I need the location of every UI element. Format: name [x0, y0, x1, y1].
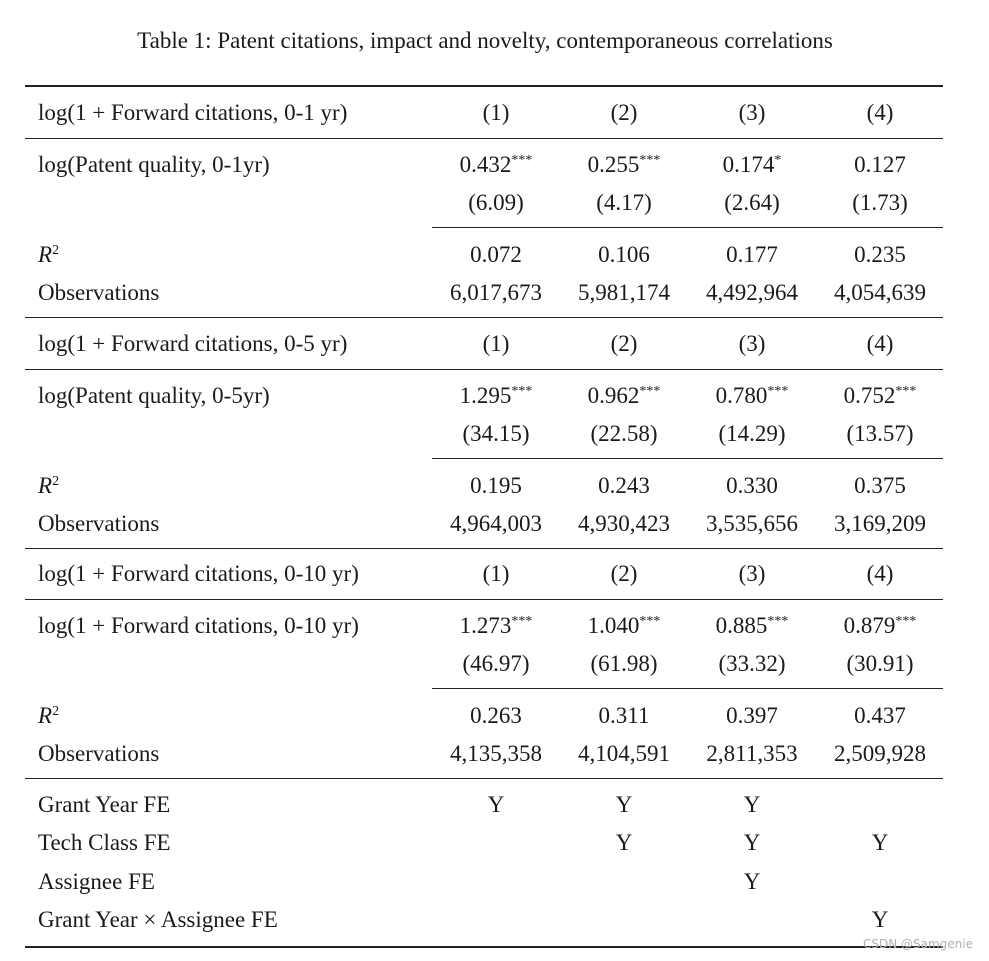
t-statistic: (2.64) [724, 190, 780, 215]
coef-number: 1.273 [459, 613, 512, 638]
r-squared-exponent: 2 [52, 704, 60, 719]
observations-value: 4,492,964 [706, 280, 798, 305]
coef-number: 0.174 [722, 152, 775, 177]
observations-value: 4,104,591 [578, 741, 670, 766]
fixed-effect-mark: Y [615, 830, 633, 855]
fixed-effect-label: Tech Class FE [38, 830, 171, 855]
fixed-effect-mark: Y [615, 791, 633, 817]
column-number: (1) [482, 100, 510, 125]
bottom-rule [25, 946, 943, 948]
r-squared-value: 0.330 [726, 472, 778, 498]
coefficient-value [687, 377, 817, 415]
significance-stars: *** [639, 383, 661, 399]
rule-line [25, 138, 943, 139]
coefficient-value [431, 377, 561, 415]
significance-stars: *** [895, 614, 917, 629]
column-number: (4) [866, 100, 894, 125]
t-stat-row [25, 645, 943, 683]
r-squared-symbol: R [38, 472, 53, 498]
t-statistic: (22.58) [590, 420, 658, 446]
r-squared-value: 0.106 [598, 242, 650, 267]
panel-header-row [25, 325, 943, 363]
coefficient-value [431, 146, 561, 184]
observations-value: 4,135,358 [450, 741, 542, 766]
panel-header-label: log(1 + Forward citations, 0-1 yr) [38, 100, 348, 125]
fixed-effect-mark: Y [871, 907, 889, 932]
fixed-effect-row [25, 863, 943, 901]
rule-line [25, 369, 943, 370]
fixed-effect-label: Grant Year × Assignee FE [38, 907, 278, 932]
column-number: (2) [610, 561, 638, 586]
fixed-effect-mark: Y [487, 791, 505, 817]
r-squared-value: 0.263 [470, 703, 522, 728]
r-squared-exponent: 2 [52, 243, 60, 258]
panel-header-label: log(1 + Forward citations, 0-5 yr) [38, 330, 348, 356]
coef-number: 0.752 [843, 382, 896, 408]
panel-header-row [25, 555, 943, 593]
r-squared-value: 0.397 [726, 703, 778, 728]
coefficient-value [687, 607, 817, 645]
column-number: (3) [738, 100, 766, 125]
coef-number: 0.780 [715, 382, 768, 408]
column-number: (1) [482, 330, 510, 356]
fixed-effect-row [25, 786, 943, 824]
observations-value: 4,964,003 [450, 510, 542, 536]
r-squared-label [38, 467, 59, 505]
coefficient-value [559, 377, 689, 415]
rule-line [432, 688, 943, 689]
watermark: CSDN @Samgenie [862, 937, 973, 951]
significance-stars: *** [639, 153, 661, 168]
r-squared-row [25, 236, 943, 274]
t-statistic: (1.73) [852, 190, 908, 215]
t-statistic: (34.15) [462, 420, 530, 446]
observations-value: 2,509,928 [834, 741, 926, 766]
t-statistic: (33.32) [718, 651, 786, 676]
coefficient-row [25, 377, 943, 415]
top-rule [25, 85, 943, 87]
column-number: (4) [866, 330, 894, 356]
observations-row [25, 274, 943, 312]
observations-row [25, 505, 943, 543]
regressor-label: log(Patent quality, 0-1yr) [38, 152, 270, 177]
coef-number: 0.885 [715, 613, 768, 638]
panel-header-label: log(1 + Forward citations, 0-10 yr) [38, 561, 359, 586]
rule-line [25, 599, 943, 600]
table-caption: Table 1: Patent citations, impact and novelty, contemporaneous correlations [137, 28, 833, 53]
observations-label: Observations [38, 741, 160, 766]
fixed-effect-row [25, 901, 943, 939]
coefficient-value [815, 607, 945, 645]
r-squared-value: 0.177 [726, 242, 778, 267]
observations-row [25, 735, 943, 773]
fixed-effect-mark: Y [871, 830, 889, 855]
t-statistic: (61.98) [590, 651, 658, 676]
coef-number: 0.255 [587, 152, 640, 177]
fixed-effect-row [25, 824, 943, 862]
coef-number: 0.432 [459, 152, 512, 177]
coef-number: 1.040 [587, 613, 640, 638]
coef-number: 0.127 [854, 152, 906, 177]
t-statistic: (4.17) [596, 190, 652, 215]
significance-stars: *** [511, 614, 533, 629]
observations-value: 2,811,353 [706, 741, 798, 766]
r-squared-value: 0.375 [854, 472, 906, 498]
column-number: (3) [738, 561, 766, 586]
r-squared-exponent: 2 [52, 473, 60, 489]
observations-value: 3,169,209 [834, 510, 926, 536]
regressor-label: log(Patent quality, 0-5yr) [38, 382, 270, 408]
r-squared-value: 0.235 [854, 242, 906, 267]
column-number: (1) [482, 561, 510, 586]
rule-line [25, 317, 943, 318]
observations-value: 4,930,423 [578, 510, 670, 536]
r-squared-symbol: R [38, 242, 53, 267]
fixed-effect-label: Assignee FE [38, 868, 155, 894]
column-number: (2) [610, 330, 638, 356]
r-squared-value: 0.195 [470, 472, 522, 498]
fixed-effect-label: Grant Year FE [38, 791, 171, 817]
significance-stars: *** [767, 383, 789, 399]
significance-stars: *** [767, 614, 789, 629]
column-number: (3) [738, 330, 766, 356]
t-statistic: (13.57) [846, 420, 914, 446]
coefficient-value [431, 607, 561, 645]
coef-number: 1.295 [459, 382, 512, 408]
r-squared-label [38, 697, 59, 735]
fixed-effect-mark: Y [743, 791, 761, 817]
coef-number: 0.879 [843, 613, 896, 638]
rule-line [25, 548, 943, 549]
observations-label: Observations [38, 280, 160, 305]
r-squared-value: 0.072 [470, 242, 522, 267]
rule-line [432, 227, 943, 228]
fixed-effect-mark: Y [743, 830, 761, 855]
observations-value: 4,054,639 [834, 280, 926, 305]
coefficient-row [25, 146, 943, 184]
t-statistic: (6.09) [468, 190, 524, 215]
significance-stars: *** [511, 383, 533, 399]
r-squared-label [38, 236, 59, 274]
r-squared-value: 0.243 [598, 472, 650, 498]
coefficient-value [559, 146, 689, 184]
t-statistic: (46.97) [462, 651, 530, 676]
observations-value: 5,981,174 [578, 280, 670, 305]
r-squared-symbol: R [38, 703, 53, 728]
t-stat-row [25, 415, 943, 453]
r-squared-row [25, 467, 943, 505]
rule-line [432, 458, 943, 459]
coef-number: 0.962 [587, 382, 640, 408]
t-statistic: (30.91) [846, 651, 914, 676]
coefficient-value [815, 377, 945, 415]
column-number: (2) [610, 100, 638, 125]
significance-stars: *** [895, 383, 917, 399]
t-stat-row [25, 184, 943, 222]
column-number: (4) [866, 561, 894, 586]
panel-header-row [25, 94, 943, 132]
coefficient-value [815, 146, 945, 184]
significance-stars: *** [639, 614, 661, 629]
r-squared-row [25, 697, 943, 735]
significance-stars: * [774, 153, 782, 168]
coefficient-value [687, 146, 817, 184]
regressor-label: log(1 + Forward citations, 0-10 yr) [38, 613, 359, 638]
significance-stars: *** [511, 153, 533, 168]
rule-line [25, 778, 943, 779]
observations-value: 6,017,673 [450, 280, 542, 305]
coefficient-value [559, 607, 689, 645]
fixed-effect-mark: Y [743, 868, 761, 894]
coefficient-row [25, 607, 943, 645]
observations-label: Observations [38, 510, 160, 536]
r-squared-value: 0.311 [598, 703, 650, 728]
t-statistic: (14.29) [718, 420, 786, 446]
observations-value: 3,535,656 [706, 510, 798, 536]
r-squared-value: 0.437 [854, 703, 906, 728]
